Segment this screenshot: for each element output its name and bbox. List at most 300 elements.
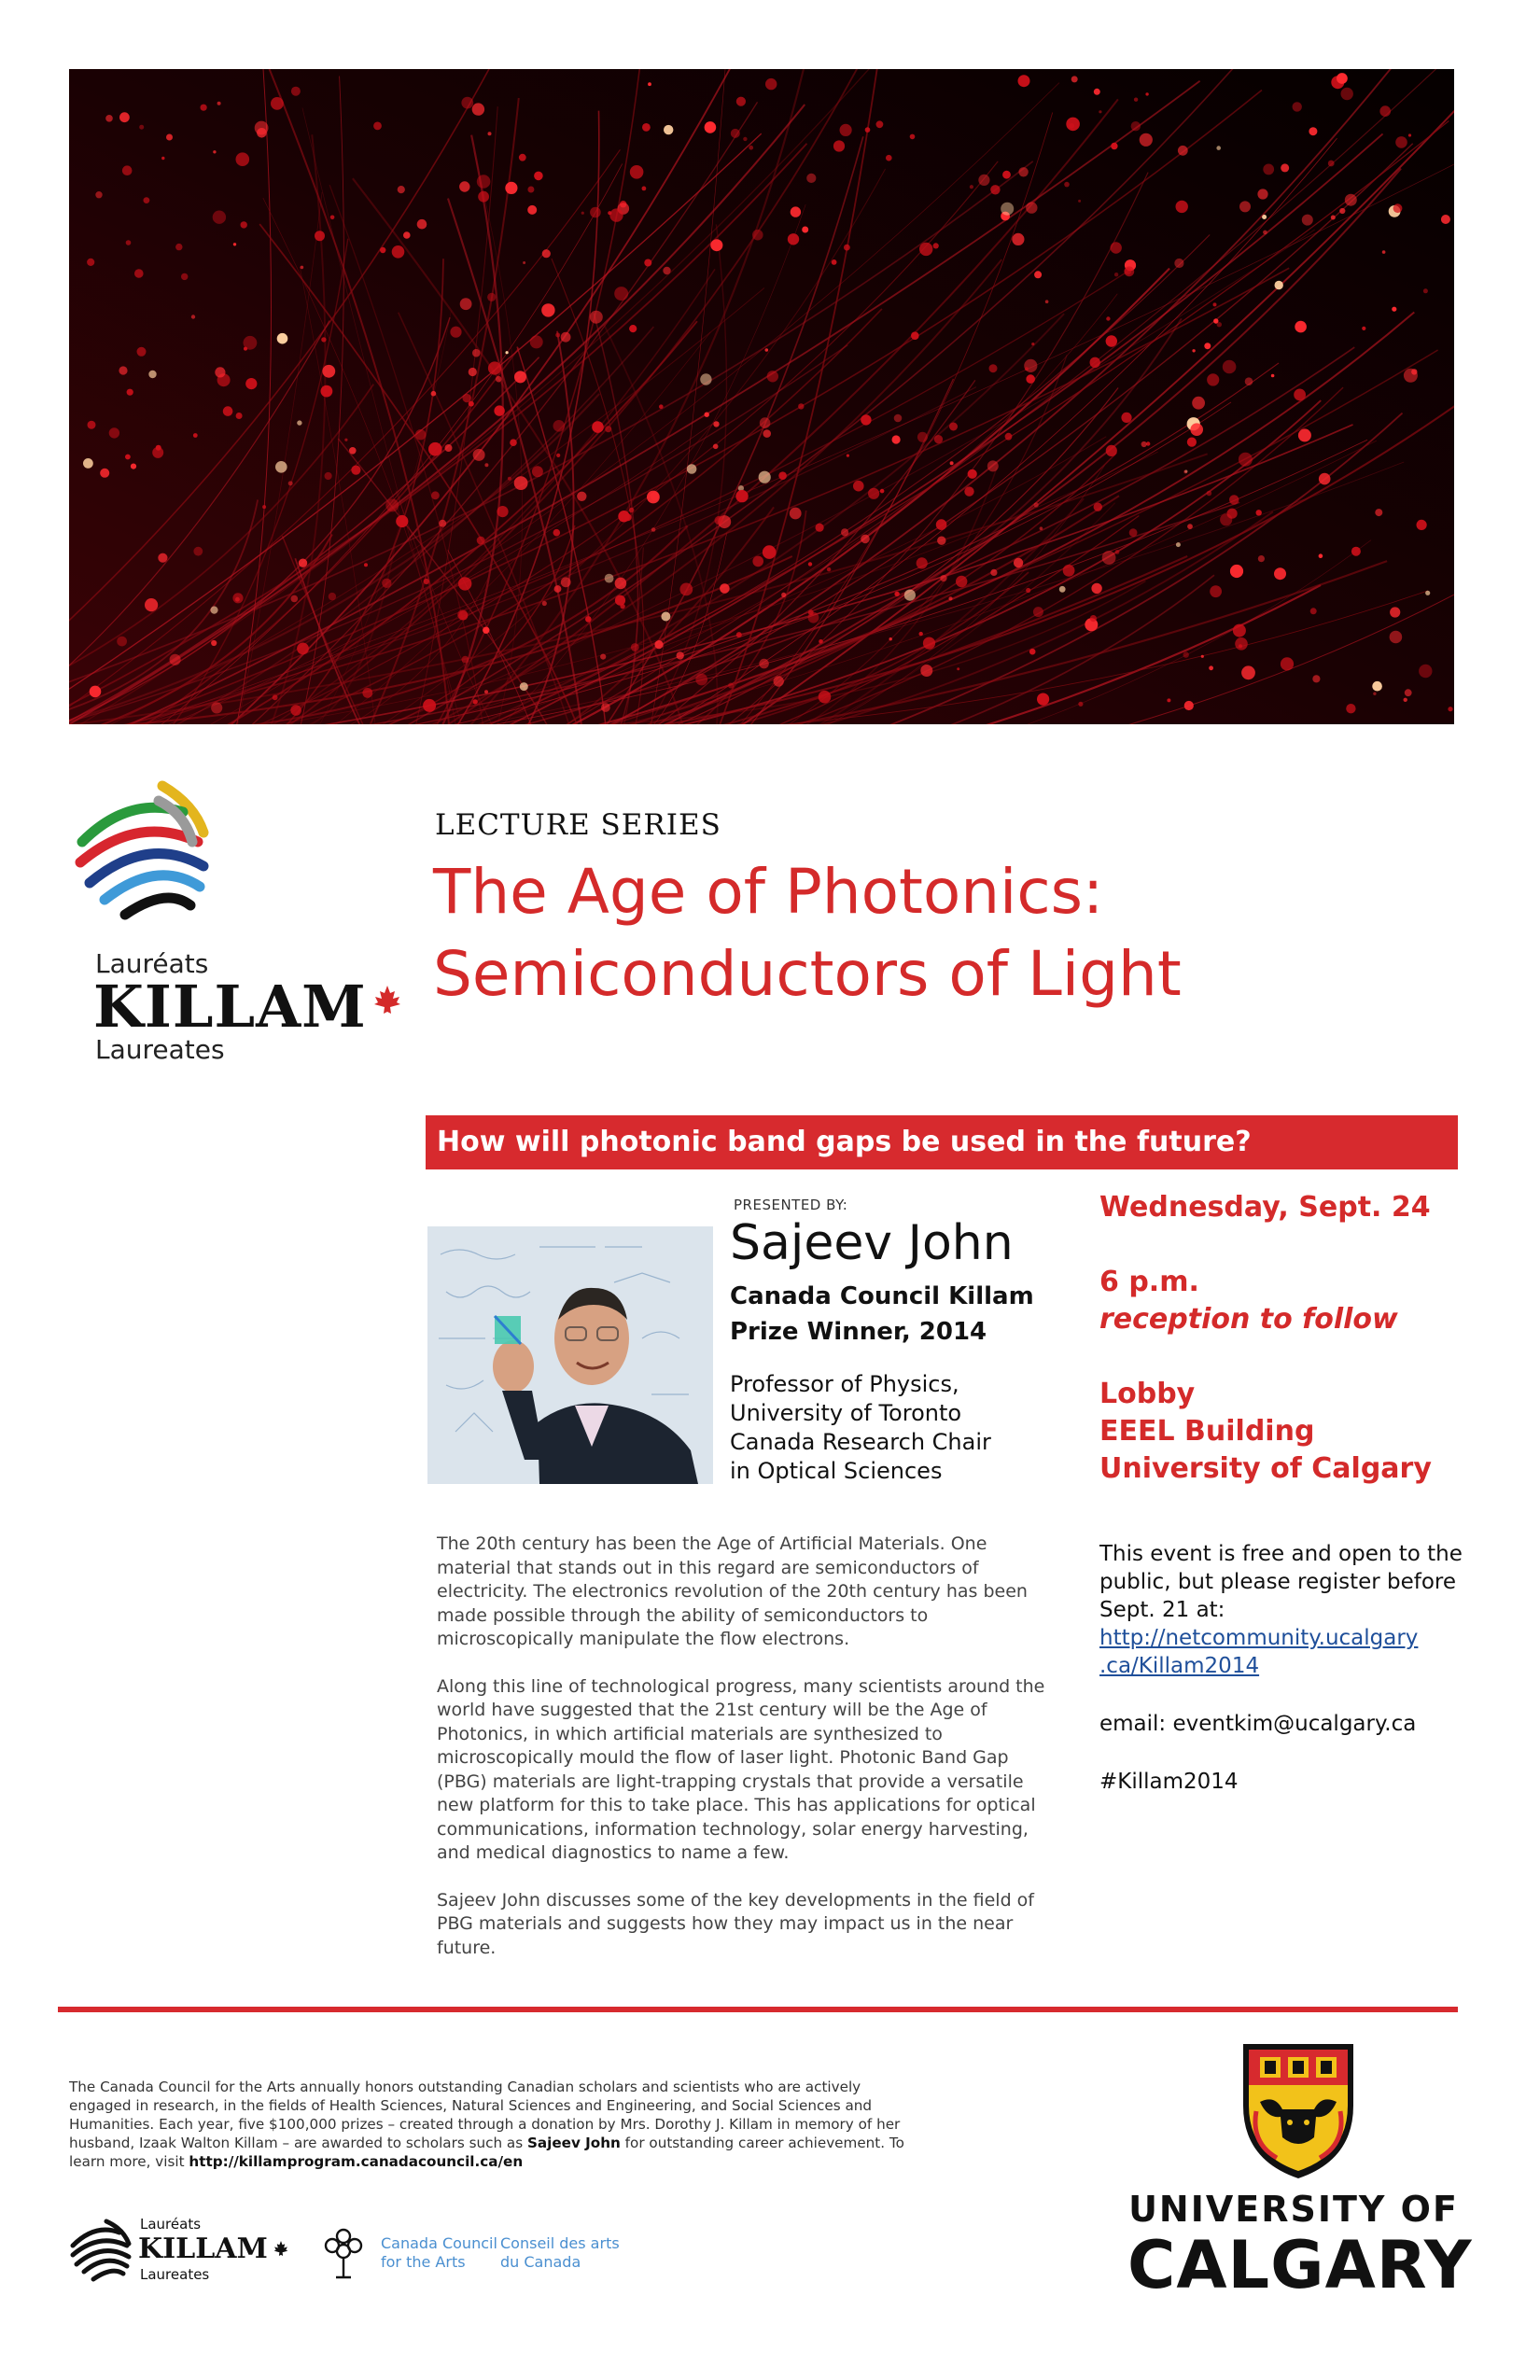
fiber-tip-dot [223,406,233,416]
killam-logo-wordmark: KILLAM [93,973,367,1041]
fiber-tip-dot [193,547,203,556]
fiber-tip-dot [808,562,812,566]
fiber-tip-dot [1239,644,1242,648]
fiber-tip-dot [1002,171,1011,179]
fiber-tip-dot [351,466,360,475]
fiber-tip-dot [484,463,488,467]
fiber-tip-dot [705,413,709,417]
fiber-tip-dot [720,583,730,594]
fiber-tip-dot [1184,701,1194,710]
fiber-tip-dot [90,686,102,698]
footer-program-link[interactable]: http://killamprogram.canadacouncil.ca/en [189,2153,524,2170]
fiber-tip-dot [1145,92,1148,95]
fiber-tip-dot [382,579,391,588]
description-paragraph-3: Sajeev John discusses some of the key developments in the field of PBG materials and suggests how they may impact us in the near future. [437,1889,1034,1958]
fiber-tip-dot [1328,161,1335,167]
fiber-tip-dot [767,371,778,382]
fiber-tip-dot [1331,216,1336,220]
fiber-tip-dot [1382,250,1386,254]
fiber-tip-dot [1114,273,1118,276]
lecture-title [433,851,1182,1015]
fiber-tip-dot [87,259,94,266]
fiber-tip-dot [514,476,528,490]
fiber-tip-dot [1233,624,1246,637]
fiber-tip-dot [349,447,357,455]
fiber-tip-dot [561,332,571,343]
fiber-tip-dot [970,185,973,189]
fiber-tip-dot [743,137,747,141]
fiber-tip-dot [315,231,325,241]
fiber-tip-dot [1294,389,1306,401]
fiber-tip-dot [125,455,131,460]
fiber-tip-dot [1183,651,1189,657]
fiber-tip-dot [523,261,525,264]
fiber-tip-dot [461,97,473,109]
fiber-tip-dot [752,230,763,241]
fiber-tip-dot [798,403,804,409]
fiber-tip-dot [990,185,1000,194]
fiber-tip-dot [1026,588,1030,593]
speaker-award [730,1279,1034,1350]
fiber-tip-dot [934,435,943,443]
uc-wordmark-line1: UNIVERSITY OF [1128,2189,1459,2230]
fiber-tip-dot [191,315,195,318]
fiber-tip-dot [1405,689,1412,696]
fiber-tip-dot [519,154,526,161]
fiber-tip-dot [642,187,647,191]
fiber-tip-dot [325,472,332,480]
fiber-tip-dot [131,464,136,469]
event-hashtag: #Killam2014 [1099,1770,1239,1794]
fiber-tip-dot [1187,438,1197,447]
speaker-portrait-image [427,1226,713,1484]
fiber-tip-dot [590,311,603,324]
fiber-tip-dot [865,127,871,133]
fiber-tip-dot [1239,453,1253,467]
fiber-tip-dot [469,401,474,407]
fiber-tip-dot [1026,202,1037,213]
fiber-tip-dot [236,413,243,419]
fiber-tip-dot [1012,233,1024,245]
footer-killam-lauréats: Lauréats [140,2216,202,2233]
fiber-tip-dot [322,365,335,378]
fiber-tip-dot [791,206,801,217]
fiber-tip-dot [659,404,664,409]
fiber-tip-dot [88,421,96,429]
fiber-tip-dot [705,121,717,133]
fiber-tip-dot [774,676,784,686]
fiber-tip-dot [1408,133,1411,136]
fiber-tip-dot [1201,655,1204,658]
fiber-tip-dot [1026,374,1035,384]
contact-email[interactable]: email: eventkim@ucalgary.ca [1099,1712,1417,1736]
fiber-tip-dot [1312,675,1320,682]
fiber-tip-dot [1001,203,1014,216]
fiber-tip-dot [592,421,604,433]
fiber-tip-dot [1230,565,1243,578]
fiber-tip-dot [484,690,488,693]
fiber-tip-dot [553,420,566,432]
fiber-tip-dot [428,442,442,456]
fiber-tip-dot [1018,167,1028,176]
fiber-tip-dot [457,609,468,620]
fiber-tip-dot [297,643,309,655]
fiber-tip-dot [735,490,748,502]
fiber-tip-dot [271,97,284,110]
fiber-tip-dot [232,593,243,603]
fiber-tip-dot [876,120,884,128]
fiber-tip-dot [95,191,102,198]
fiber-tip-dot [450,327,461,338]
fiber-tip-dot [1319,473,1331,485]
registration-link[interactable] [1099,1626,1418,1678]
fiber-tip-dot [1187,524,1193,529]
canada-council-french [500,2234,620,2272]
fiber-tip-dot [936,519,947,530]
fiber-tip-dot [1045,300,1049,303]
fiber-tip-dot [396,515,408,527]
fiber-tip-dot [1034,271,1042,278]
fiber-tip-dot [299,559,307,567]
fiber-tip-dot [462,656,469,664]
fiber-tip-dot [1037,693,1049,706]
fiber-tip-dot [1375,509,1382,516]
fiber-tip-dot [472,103,484,115]
fiber-tip-dot [1258,555,1265,562]
event-venue-line2: EEEL Building [1099,1415,1315,1448]
fiber-tip-dot [431,391,437,397]
speaker-position-line2: University of Toronto [730,1400,962,1426]
fiber-tip-dot [728,683,734,689]
fiber-tip-dot [710,239,722,251]
fiber-tip-dot [1210,585,1222,597]
fiber-tip-dot [950,461,954,465]
fiber-tip-dot [1192,349,1195,352]
fiber-tip-dot [886,155,892,161]
footer-killam-laureates: Laureates [140,2266,210,2283]
fiber-tip-dot [201,105,207,111]
fiber-tip-dot [1351,547,1361,556]
fiber-tip-dot [469,368,477,376]
fiber-tip-dot [759,471,771,483]
fiber-tip-dot [472,349,481,357]
fiber-tip-dot [520,682,528,691]
footer-divider [58,2007,1458,2012]
fiber-tip-dot [892,435,901,443]
university-of-calgary-crest [1239,2040,1357,2182]
fiber-tip-dot [609,208,623,221]
fiber-tip-dot [1341,88,1353,100]
fiber-tip-dot [534,172,543,181]
fiber-tip-dot [736,632,742,637]
fiber-tip-dot [1362,327,1365,330]
fiber-tip-dot [510,439,517,446]
fiber-tip-dot [1090,615,1097,622]
fiber-tip-dot [1293,102,1302,111]
canada-council-english [381,2234,497,2272]
lecture-title-line2: Semiconductors of Light [433,938,1182,1010]
fiber-tip-dot [477,175,491,189]
fiber-tip-dot [695,674,707,686]
fiber-tip-dot [1192,397,1205,410]
fiber-tip-dot [802,227,808,233]
fiber-tip-dot [117,637,127,647]
fiber-tip-dot [1124,266,1134,276]
fiber-optic-image [69,69,1454,724]
fiber-tip-dot [1263,164,1274,175]
fiber-tip-dot [749,146,753,150]
fiber-tip-dot [1209,665,1213,670]
fiber-tip-dot [937,537,945,545]
fiber-tip-dot [788,233,799,245]
fiber-tip-dot [1379,105,1391,117]
fiber-tip-dot [193,433,198,438]
fiber-tip-dot [1281,163,1289,172]
fiber-tip-dot [819,639,823,644]
fiber-tip-dot [1419,665,1432,678]
event-reception: reception to follow [1099,1303,1398,1336]
fiber-tip-dot [415,429,426,440]
fiber-tip-dot [1204,343,1211,349]
cc-en-line2: for the Arts [381,2253,466,2271]
fiber-tip-dot [1178,146,1188,156]
fiber-tip-dot [1029,649,1036,655]
fiber-tip-dot [166,134,173,141]
fiber-tip-dot [100,469,109,478]
fiber-tip-dot [1216,146,1221,150]
fiber-tip-dot [330,216,335,220]
fiber-tip-dot [1256,510,1262,515]
fiber-tip-dot [1190,423,1203,436]
fiber-tip-dot [880,489,885,494]
fiber-tip-dot [1183,470,1187,474]
fiber-tip-dot [554,585,562,593]
fiber-tip-dot [301,266,304,270]
killam-logo-lauréats: Lauréats [95,948,209,979]
fiber-tip-dot [257,128,267,138]
fiber-tip-dot [700,373,711,385]
question-banner [426,1115,1458,1169]
fiber-tip-dot [291,87,301,96]
fiber-tip-dot [819,691,832,704]
fiber-tip-dot [291,595,299,603]
fiber-tip-dot [647,491,660,504]
series-label: LECTURE SERIES [435,808,721,842]
registration-link-line1: http://netcommunity.ucalgary [1099,1626,1419,1650]
fiber-tip-dot [245,378,257,389]
speaker-photo [427,1226,713,1484]
fiber-tip-dot [1245,377,1253,385]
fiber-tip-dot [765,348,769,352]
fiber-tip-dot [713,444,719,450]
fiber-tip-dot [1099,110,1101,113]
fiber-tip-dot [989,364,998,372]
fiber-tip-dot [527,187,534,193]
fiber-tip-dot [853,481,864,492]
fiber-tip-dot [530,335,543,348]
fiber-tip-dot [321,385,333,398]
fiber-tip-dot [1404,698,1407,702]
fiber-tip-dot [917,557,928,568]
speaker-name: Sajeev John [730,1215,1014,1271]
fiber-tip-dot [1302,215,1313,226]
fiber-tip-dot [1034,502,1039,507]
fiber-tip-dot [473,699,478,704]
fiber-tip-dot [590,207,601,218]
maple-leaf-icon [273,2240,289,2257]
fiber-tip-dot [241,221,247,228]
fiber-tip-dot [1141,441,1147,447]
fiber-tip-dot [765,78,777,90]
fiber-tip-dot [364,563,368,567]
fiber-tip-dot [1090,357,1100,368]
fiber-tip-dot [1229,495,1239,504]
speaker-position-line4: in Optical Sciences [730,1458,943,1484]
fiber-tip-dot [561,577,571,587]
fiber-tip-dot [126,240,132,245]
fiber-tip-dot [1129,528,1138,537]
fiber-tip-dot [119,366,127,374]
fiber-tip-dot [1257,189,1267,199]
fiber-tip-dot [630,165,644,179]
fiber-tip-dot [642,123,651,132]
fiber-tip-dot [496,376,502,383]
fiber-tip-dot [290,705,301,716]
fiber-tip-dot [624,513,632,521]
fiber-tip-dot [1390,631,1403,644]
fiber-tip-dot [919,632,923,636]
fiber-tip-dot [170,654,181,665]
fiber-tip-dot [577,492,586,501]
fiber-tip-dot [362,688,372,698]
fiber-tip-dot [911,331,919,340]
fiber-tip-dot [1339,208,1345,214]
fiber-tip-dot [631,643,639,651]
fiber-tip-dot [1106,316,1110,320]
fiber-tip-dot [473,449,485,461]
fiber-tip-dot [654,640,663,649]
fiber-tip-dot [1111,143,1117,149]
fiber-tip-dot [321,337,326,342]
fiber-tip-dot [403,231,411,239]
fiber-tip-dot [1390,607,1400,617]
speaker-position-line3: Canada Research Chair [730,1429,991,1455]
fiber-tip-dot [488,361,501,374]
fiber-tip-dot [487,293,496,301]
description-paragraph-2: Along this line of technological progress, many scientists around the world have suggested that the 21st century will be the Age of Photonics, in which artificial materials are synthesized to microscopically mould the flow of laser light. Photonic Band Gap (PBG) materials are light-trapping crystals that provide a versatile new platform for this to take place. This has applications for optical communications, information technology, solar energy harvesting, and medical diagnostics to name a few. [437,1675,1045,1863]
fiber-tip-dot [505,182,517,194]
fiber-tip-dot [417,219,427,230]
fiber-tip-dot [119,112,130,122]
fiber-tip-dot [968,469,977,479]
fiber-tip-dot [581,212,584,215]
fiber-tip-dot [847,455,849,457]
fiber-tip-dot [1071,76,1078,82]
description-paragraph-1: The 20th century has been the Age of Artificial Materials. One material that stands out in this regard are semiconductors of electricity. The electronics revolution of the 20th century has been made possible through the ability of semiconductors to microscopically manipulate the flow electrons. [437,1533,1028,1649]
registration-info [1099,1540,1463,1680]
speaker-award-line2: Prize Winner, 2014 [730,1318,987,1346]
fiber-tip-dot [910,134,916,140]
fiber-tip-dot [213,150,216,153]
fiber-tip-dot [1078,200,1081,203]
fiber-tip-dot [1094,503,1102,511]
fiber-tip-dot [841,528,848,536]
fiber-tip-dot [808,609,814,615]
uc-wordmark-line2: CALGARY [1127,2227,1473,2303]
fiber-tip-dot [478,191,489,203]
fiber-tip-dot [1176,201,1188,213]
fiber-tip-dot [556,454,560,457]
question-text: How will photonic band gaps be used in the future? [437,1126,1252,1158]
fiber-tip-dot [1217,322,1222,327]
fiber-tip-dot [644,259,651,267]
registration-text: This event is free and open to the public, but please register before Sept. 21 at: [1099,1542,1463,1622]
fiber-tip-dot [1395,136,1407,148]
fiber-tip-dot [497,506,508,517]
fiber-tip-dot [1213,302,1217,306]
fiber-tip-dot [1275,281,1283,289]
fiber-tip-dot [1131,121,1141,131]
fiber-tip-dot [1176,542,1181,547]
fiber-tip-dot [459,181,469,191]
fiber-tip-dot [262,505,266,509]
fiber-tip-dot [137,347,147,357]
fiber-tip-dot [506,351,509,354]
footer-text-part1: The Canada Council for the Arts annually honors outstanding Canadian scholars and scientists who are actively engaged in research, in the fields of Health Sciences, Natural Sciences and Engineering, and Social Sciences and Humanities. Each year, five $100,000 prizes – created through a donation by Mrs. Dorothy J. Killam in memory of her husband, Izaak Walton Killam – are awarded to scholars such as [69,2079,901,2151]
fiber-tip-dot [600,654,606,660]
fiber-tip-dot [1174,259,1183,268]
killam-emblem-icon [69,2216,136,2283]
fiber-tip-dot [344,439,347,441]
fiber-tip-dot [1106,445,1117,456]
fiber-tip-dot [919,243,932,256]
uc-crest-icon [1239,2040,1357,2182]
fiber-tip-dot [233,243,236,245]
fiber-tip-dot [1033,607,1043,617]
fiber-tip-dot [1066,118,1080,132]
fiber-tip-dot [752,556,763,567]
fiber-tip-dot [663,267,670,274]
fiber-tip-dot [615,595,625,606]
fiber-tip-dot [553,529,561,537]
fiber-tip-dot [1094,89,1100,95]
registration-link-line2: .ca/Killam2014 [1099,1654,1260,1678]
hero-fiber-optic-image [69,69,1454,724]
fiber-tip-dot [380,247,385,253]
fiber-tip-dot [964,486,973,496]
fiber-tip-dot [460,298,472,310]
fiber-tip-dot [1111,242,1122,253]
fiber-tip-dot [1091,583,1101,594]
fiber-tip-dot [1373,693,1376,695]
fiber-tip-dot [629,325,637,332]
fiber-tip-dot [1417,520,1427,530]
fiber-tip-dot [217,102,221,105]
fiber-tip-dot [1425,591,1430,595]
event-time: 6 p.m. [1099,1266,1199,1298]
fiber-tip-dot [236,152,250,166]
lecture-title-line1: The Age of Photonics: [433,856,1104,928]
fiber-tip-dot [181,273,188,280]
speaker-position-line1: Professor of Physics, [730,1371,959,1397]
fiber-tip-dot [760,417,771,428]
fiber-tip-dot [1005,433,1013,441]
maple-leaf-icon [371,984,403,1015]
fiber-tip-dot [664,125,673,134]
fiber-tip-dot [297,420,301,425]
fiber-tip-dot [816,524,824,532]
event-date: Wednesday, Sept. 24 [1099,1191,1431,1224]
